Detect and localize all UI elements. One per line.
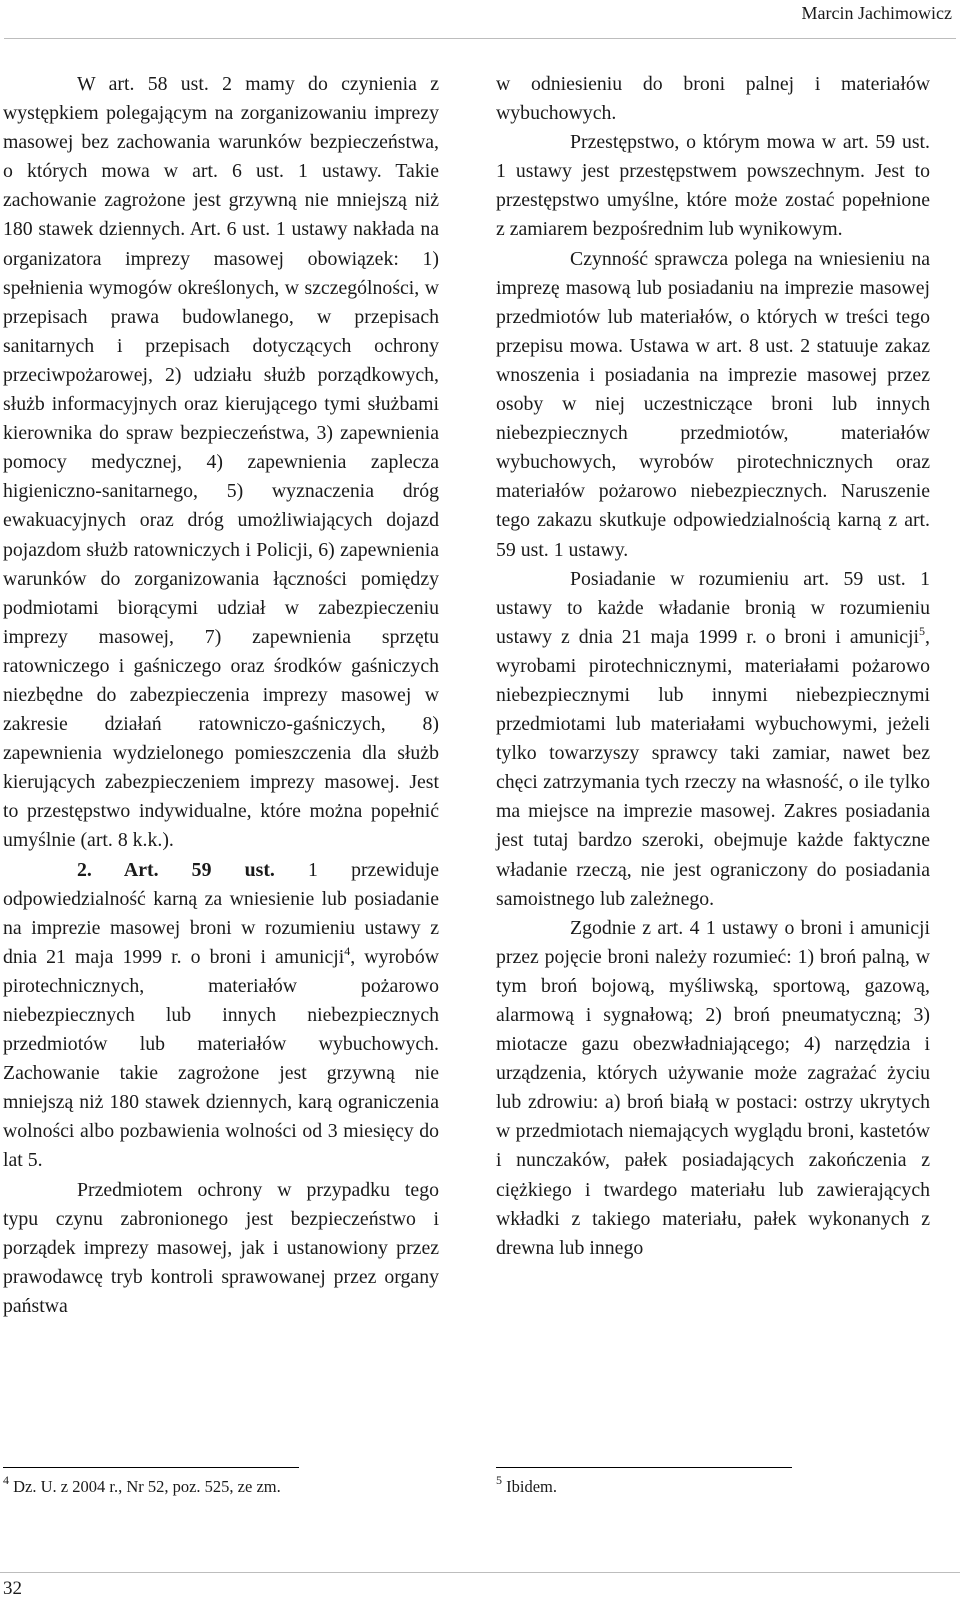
paragraph-object-of-protection: Przedmiotem ochrony w przypadku tego typu czynu zabronionego jest bezpieczeństwo i porządek imprezy masowej, jak i ustanowiony przez prawodawcę tryb kontroli sprawowanej przez organy państwa xyxy=(3,1178,439,1317)
footnote-text: Dz. U. z 2004 r., Nr 52, poz. 525, ze zm. xyxy=(9,1477,281,1496)
footnote-divider-left xyxy=(3,1467,299,1468)
paragraph-weapon-definition: Zgodnie z art. 4 1 ustawy o broni i amunicji przez pojęcie broni należy rozumieć: 1) broń palną, w tym broń bojową, myśliwską, sportową, gazową, alarmową i sygnałową; 2) broń pneumatyczną; 3) miotacze gazu obezwładniającego; 4) narzędzia i urządzenia, których używanie może zagrażać życiu lub zdrowiu: a) broń białą w postaci: ostrzy ukrytych w przedmiotach niemających wyglądu broni, kastetów i nunczaków, pałek posiadających zakończenia z ciężkiego i twardego materiału lub zawierających wkładki z takiego materiału, pałek wykonanych z drewna lub innego xyxy=(496,916,930,1259)
paragraph-text-cont: , wyrobami pirotechnicznymi, materiałami pożarowo niebezpiecznymi lub innymi niebezpiecznymi przedmiotami lub materiałami wybuchowymi, jeżeli tylko towarzyszy sprawcy taki zamiar, nawet bez chęci zatrzymania tych rzeczy na własność, o ile tylko ma miejsce na imprezie masowej. Zakres posiadania jest tutaj bardzo szeroki, obejmuje każde faktyczne władanie rzeczą, nie jest ograniczony do posiadania samoistnego lub zależnego. xyxy=(496,625,930,910)
paragraph-text-cont: , wyrobów pirotechnicznych, materiałów pożarowo niebezpiecznych lub innych niebezpiecznych przedmiotów lub materiałów wybuchowych. Zachowanie takie zagrożone jest grzywną nie mniejszą niż 180 stawek dziennych, karą ograniczenia wolności albo pozbawienia wolności od 3 miesięcy do lat 5. xyxy=(3,945,439,1172)
footnote-text: Ibidem. xyxy=(502,1477,557,1496)
paragraph-offence-type: Przestępstwo, o którym mowa w art. 59 ust. 1 ustawy jest przestępstwem powszechnym. Jest to przestępstwo umyślne, które może zostać popełnione z zamiarem bezpośrednim lub wynikowym. xyxy=(496,131,930,241)
paragraph-text: Posiadanie w rozumieniu art. 59 ust. 1 ustawy to każde władanie bronią w rozumieniu ustawy z dnia 21 maja 1999 r. o broni i amunicji xyxy=(496,567,930,648)
header-divider xyxy=(4,38,956,39)
footnote-number: 4 xyxy=(3,1473,9,1487)
footnote-number: 5 xyxy=(496,1473,502,1487)
running-header: Marcin Jachimowicz xyxy=(801,3,952,23)
footnote-5 xyxy=(496,1473,557,1498)
footnote-4 xyxy=(3,1473,281,1498)
left-column xyxy=(3,70,439,1321)
paragraph-art-59 xyxy=(3,856,439,1176)
paragraph-art-58: W art. 58 ust. 2 mamy do czynienia z występkiem polegającym na zorganizowaniu imprezy masowej bez zachowania warunków bezpieczeństwa, o których mowa w art. 6 ust. 1 ustawy. Takie zachowanie zagrożone jest grzywną nie mniejszą niż 180 stawek dziennych. Art. 6 ust. 1 ustawy nakłada na organizatora imprezy masowej obowiązek: 1) spełnienia wymogów określonych, w szczególności, w przepisach prawa budowlanego, w przepisach sanitarnych i przepisach dotyczących ochrony przeciwpożarowej, 2) udziału służb porządkowych, służb informacyjnych oraz kierującego tymi służbami kierownika do spraw bezpieczeństwa, 3) zapewnienia pomocy medycznej, 4) zapewnienia zaplecza higieniczno-sanitarnego, 5) wyznaczenia dróg ewakuacyjnych oraz dróg umożliwiających dojazd pojazdom służb ratowniczych i Policji, 6) zapewnienia warunków do zorganizowania łączności pomiędzy podmiotami biorącymi udział w zabezpieczeniu imprezy masowej, 7) zapewnienia sprzętu ratowniczego i gaśniczego oraz środków gaśniczych niezbędne do zabezpieczenia imprezy masowej w zakresie działań ratowniczo-gaśniczych, 8) zapewnienia wydzielonego pomieszczenia dla służb kierujących zabezpieczeniem imprezy masowej. Jest to przestępstwo indywidualne, które można popełnić umyślnie (art. 8 k.k.). xyxy=(3,73,439,852)
paragraph-continuation: w odniesieniu do broni palnej i materiałów wybuchowych. xyxy=(496,73,930,125)
page-number: 32 xyxy=(3,1578,22,1599)
footnote-ref-4[interactable]: 4 xyxy=(344,943,351,958)
paragraph-possession xyxy=(496,565,930,914)
section-heading: 2. Art. 59 ust. xyxy=(77,858,275,881)
footnote-ref-5[interactable]: 5 xyxy=(919,623,926,638)
paragraph-text: 1 przewiduje odpowiedzialność karną za wniesienie lub posiadanie na imprezie masowej broni w rozumieniu ustawy z dnia 21 maja 1999 r. o broni i amunicji xyxy=(3,858,439,968)
right-column xyxy=(496,70,930,1263)
footer-divider xyxy=(0,1572,960,1573)
footnote-divider-right xyxy=(496,1467,792,1468)
paragraph-causative-act: Czynność sprawcza polega na wniesieniu na imprezę masową lub posiadaniu na imprezie masowej przedmiotów lub materiałów, o których w treści tego przepisu mowa. Ustawa w art. 8 ust. 2 statuuje zakaz wnoszenia i posiadania na imprezie masowej przez osoby w niej uczestniczące broni lub innych niebezpiecznych przedmiotów, materiałów wybuchowych, wyrobów pirotechnicznych oraz materiałów pożarowo niebezpiecznych. Naruszenie tego zakazu skutkuje odpowiedzialnością karną z art. 59 ust. 1 ustawy. xyxy=(496,247,930,561)
